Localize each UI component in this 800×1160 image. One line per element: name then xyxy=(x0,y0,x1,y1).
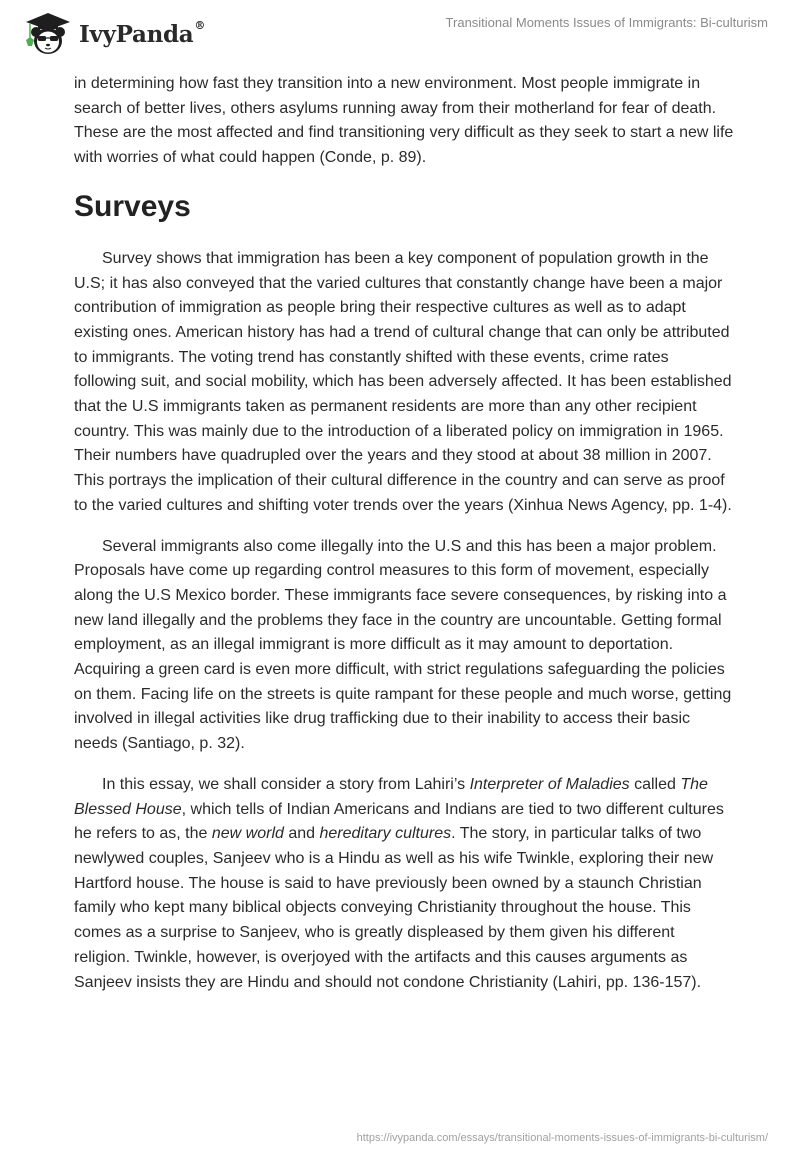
intro-paragraph: in determining how fast they transition into a new environment. Most people immigrate in search of better lives, others asylums running away from their motherland for fear of death. These are the most affected and find transitioning very difficult as they seek to start a new life with worries of what could happen (Conde, p. 89). xyxy=(74,75,734,167)
survey-paragraph-2: Several immigrants also come illegally into the U.S and this has been a major problem. Proposals have come up regarding control measures to this form of movement, especially along the U.S Mexico border. These immigrants face severe consequences, by risking into a new land illegally and the problems they face in the country are uncountable. Getting formal employment, as an illegal immigrant is more difficult as it may amount to deportation. Acquiring a green card is even more difficult, with strict regulations safeguarding the policies on them. Facing life on the streets is quite rampant for these people and much worse, getting involved in illegal activities like drug trafficking due to their inability to access their basic needs (Santiago, p. 32). xyxy=(74,537,732,753)
book-title-interpreter-of-maladies: Interpreter of Maladies xyxy=(469,775,630,793)
footer-source-url[interactable]: https://ivypanda.com/essays/transitional-moments-issues-of-immigrants-bi-culturism/ xyxy=(356,1132,768,1144)
survey-paragraph-1: Survey shows that immigration has been a key component of population growth in the U.S; it has also conveyed that the varied cultures that constantly change have been a major contribution of immigration as people bring their respective cultures as well as to adapt existing ones. American history has had a trend of cultural change that can only be attributed to immigrants. The voting trend has constantly shifted with these events, crime rates following suit, and social mobility, which has been adversely affected. It has been established that the U.S immigrants taken as permanent residents are more than any other recipient country. This was mainly due to the introduction of a liberated policy on immigration in 1965. Their numbers have quadrupled over the years and they stood at about 38 million in 2007. This portrays the implication of their cultural difference in the country and can serve as proof to the varied cultures and shifting voter trends over the years (Xinhua News Agency, pp. 1-4). xyxy=(74,249,732,514)
text-run: , which tells of Indian Americans and Indians are tied to two different cultures he refers to as, the xyxy=(74,800,724,843)
survey-paragraph-3 xyxy=(74,773,734,995)
text-run: and xyxy=(283,825,320,843)
text-run: called xyxy=(629,775,681,793)
emphasis-hereditary-cultures: hereditary cultures xyxy=(319,825,452,843)
page-header xyxy=(0,0,800,60)
story-title-blessed-house: The Blessed House xyxy=(74,775,708,818)
section-heading-surveys: Surveys xyxy=(74,189,191,223)
essay-content xyxy=(74,72,734,1011)
text-run: . The story, in particular talks of two newlywed couples, Sanjeev who is a Hindu as well as his wife Twinkle, exploring their new Hartford house. The house is said to have previously been owned by a staunch Christian family who kept many biblical objects conveying Christianity throughout the house. This comes as a surprise to Sanjeev, who is greatly displeased by them given his different religion. Twinkle, however, is overjoyed with the artifacts and this causes arguments as Sanjeev insists they are Hindu and should not condone Christianity (Lahiri, pp. 136-157). xyxy=(74,825,714,991)
ivypanda-logo[interactable] xyxy=(18,10,205,56)
panda-graduation-cap-icon xyxy=(18,10,74,56)
registered-mark: ® xyxy=(194,18,206,32)
text-run: In this essay, we shall consider a story from Lahiri’s xyxy=(102,775,470,793)
emphasis-new-world: new world xyxy=(211,825,284,843)
logo-wordmark: IvyPanda® xyxy=(79,18,206,48)
document-title: Transitional Moments Issues of Immigrants: Bi-culturism xyxy=(445,15,768,30)
